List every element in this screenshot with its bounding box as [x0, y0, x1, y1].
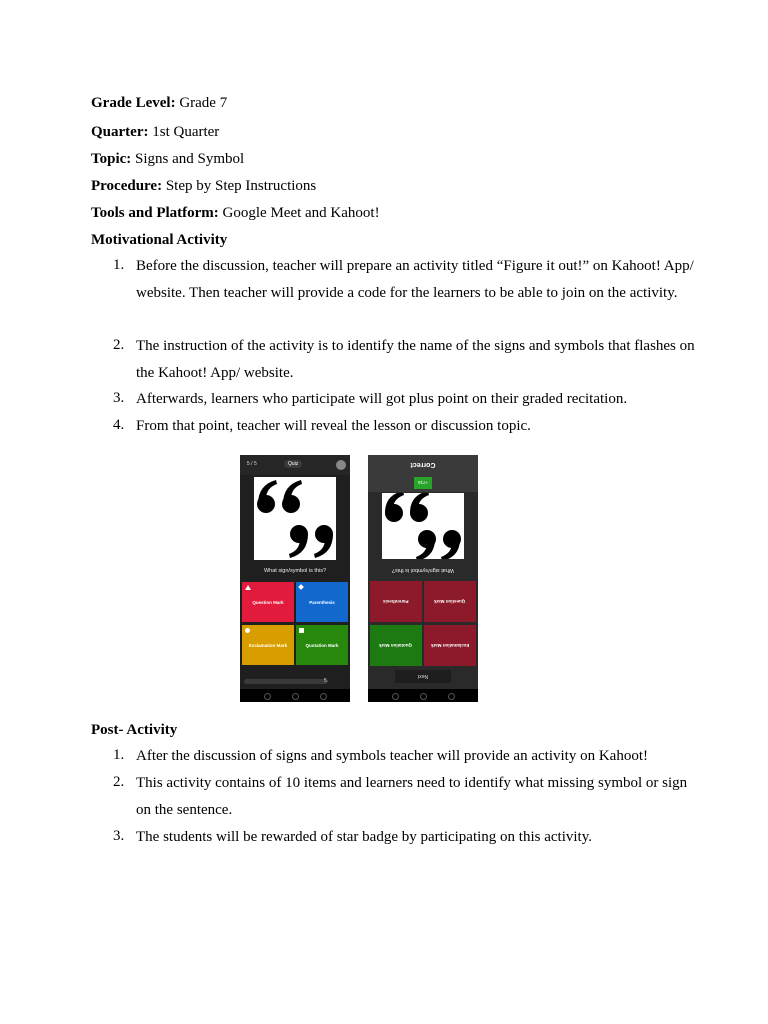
tools-value: Google Meet and Kahoot! — [222, 205, 380, 221]
kahoot-question-screenshot — [240, 455, 350, 702]
list-text: From that point, teacher will reveal the lesson or discussion topic. — [136, 418, 531, 434]
answer-label: Question Mark — [252, 599, 284, 605]
list-text: Afterwards, learners who participate will got plus point on their graded recitation. — [136, 391, 628, 407]
topic-value: Signs and Symbol — [135, 151, 245, 167]
answer-label: Quotation Mark — [379, 643, 413, 648]
nav-home-icon — [292, 693, 299, 700]
nav-back-icon — [320, 693, 327, 700]
quiz-pill — [284, 460, 302, 468]
list-number: 3. — [113, 390, 125, 406]
circle-icon — [245, 628, 250, 633]
answer-option-3 — [370, 625, 422, 666]
list-text: The students will be rewarded of star badge by participating on this activity. — [136, 829, 592, 845]
quarter-value: 1st Quarter — [152, 124, 220, 140]
answer-option-3[interactable] — [242, 625, 294, 665]
quotation-mark-image — [382, 493, 464, 559]
kahoot-top-bar — [240, 455, 350, 475]
quotation-marks-icon — [254, 477, 336, 560]
points-badge: +715 — [414, 477, 432, 489]
list-text: The instruction of the activity is to identify the name of the signs and symbols that flashes on the Kahoot! App/ website. — [136, 338, 695, 381]
answer-option-2 — [424, 581, 476, 622]
list-number: 2. — [113, 774, 125, 790]
list-number: 1. — [113, 747, 125, 763]
question-counter: 5 / 5 — [247, 461, 257, 467]
answer-label: Question Mark — [434, 599, 466, 604]
nav-menu-icon — [448, 693, 455, 700]
kahoot-result-screenshot — [368, 455, 478, 702]
answer-option-2[interactable] — [296, 582, 348, 622]
post-activity-heading: Post- Activity — [91, 722, 178, 738]
grade-level-value: Grade 7 — [179, 95, 228, 111]
tools-label: Tools and Platform: — [91, 205, 219, 221]
list-number: 1. — [113, 257, 125, 273]
grade-level-label: Grade Level: — [91, 95, 176, 111]
list-text: Before the discussion, teacher will prepare an activity titled “Figure it out!” on Kahoot! App/ website. Then teacher will provide a code for the learners to be able to join on the activity. — [136, 258, 694, 301]
quotation-mark-image — [254, 477, 336, 560]
list-number: 3. — [113, 828, 125, 844]
nav-back-icon — [392, 693, 399, 700]
answer-option-4 — [424, 625, 476, 666]
quarter-line — [91, 123, 219, 141]
menu-icon — [336, 460, 346, 470]
answer-label: Quotation Mark — [305, 642, 339, 648]
topic-label: Topic: — [91, 151, 132, 167]
topic-line — [91, 150, 244, 168]
answer-option-1[interactable] — [242, 582, 294, 622]
list-text: This activity contains of 10 items and learners need to identify what missing symbol or sign on the sentence. — [136, 775, 688, 818]
list-number: 2. — [113, 337, 125, 353]
quarter-label: Quarter: — [91, 124, 149, 140]
answer-label: Exclamation Mark — [248, 642, 288, 648]
tools-line — [91, 204, 380, 222]
next-button: Next — [395, 670, 451, 683]
triangle-icon — [245, 585, 251, 590]
correct-text: Correct — [410, 461, 436, 468]
answer-label: Parenthesis — [383, 599, 409, 604]
correct-banner — [368, 455, 478, 492]
procedure-value: Step by Step Instructions — [165, 178, 317, 194]
list-text: After the discussion of signs and symbols teacher will provide an activity on Kahoot! — [136, 748, 648, 764]
answer-label: Exclamation Mark — [430, 643, 470, 648]
android-nav-bar — [368, 689, 478, 702]
motivational-heading: Motivational Activity — [91, 232, 228, 248]
progress-bar — [244, 679, 328, 684]
diamond-icon — [298, 584, 304, 590]
answer-option-4[interactable] — [296, 625, 348, 665]
android-nav-bar — [240, 689, 350, 702]
quiz-label: Quiz — [288, 461, 299, 467]
progress-count: 5 — [324, 678, 327, 684]
procedure-line — [91, 177, 316, 195]
procedure-label: Procedure: — [91, 178, 163, 194]
list-number: 4. — [113, 417, 125, 433]
nav-menu-icon — [264, 693, 271, 700]
square-icon — [299, 628, 304, 633]
question-text: What sign/symbol is this? — [391, 567, 455, 573]
answer-option-1 — [370, 581, 422, 622]
grade-level-line — [91, 94, 227, 112]
quotation-marks-icon — [382, 493, 464, 559]
answer-label: Parenthesis — [309, 599, 335, 605]
question-text: What sign/symbol is this? — [263, 568, 327, 574]
nav-home-icon — [420, 693, 427, 700]
